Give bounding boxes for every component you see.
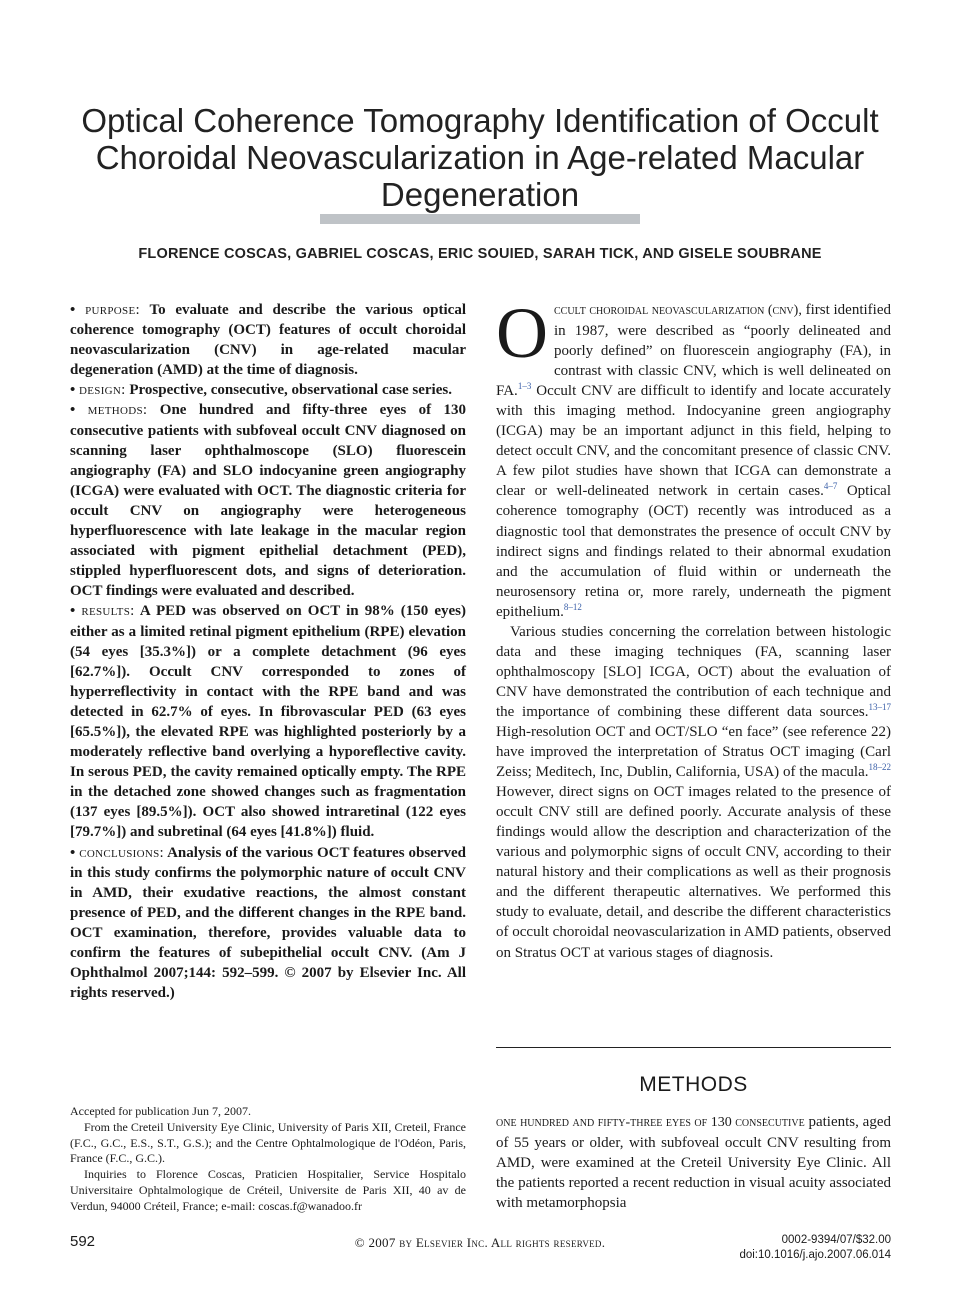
intro-paragraph-1: Occult choroidal neovascularization (cnv), first identified in 1987, were described as “poorly delineated and poorly defined” on fluorescein angiography (FA), in contrast with classic CNV, which is well delineated on FA.$^{1-3}$ Occult CNV are difficult to identify and locate accurately with this imaging method. Indocyanine green angiography (ICGA) may be an important adjunct in this field, helping to detect occult CNV, and the concomitant presence of classic CNV. A few pilot studies have shown that ICGA can demonstrate a clear or well-delineated network in certain cases.$^{4-7}$ Optical coherence tomography (OCT) recently was introduced as a diagnostic tool that demonstrates the presence of occult CNV by indirect signs and findings related to their abnormal exudation and the accumulation of fluid within or underneath the neurosensory retina or, more rarely, underneath the pigment epithelium.$^{8-12}$ [496, 293, 892, 620]
article-title: Optical Coherence Tomography Identification of Occult Choroidal Neovascularization in Age-related Macular Degeneration [81, 102, 879, 214]
abstract-design: • design: Prospective, consecutive, observational case series. [70, 382, 452, 399]
accepted-date: Accepted for publication Jun 7, 2007. [70, 1104, 251, 1118]
reference-link[interactable]: 18–22 [868, 762, 891, 773]
methods-lead: one hundred and fifty-three eyes of 130 consecutive [496, 1115, 805, 1130]
publication-ids [660, 1233, 891, 1263]
methods-heading: METHODS [639, 1073, 748, 1096]
section-divider [496, 1047, 891, 1048]
results-label: results: [81, 603, 135, 620]
citation: (Am J Ophthalmol 2007;144: 592–599. © 2007 by Elsevier Inc. All rights reserved.) [70, 945, 467, 1002]
abstract-purpose: • purpose: To evaluate and describe the various optical coherence tomography (OCT) features of occult choroidal neovascularization (CNV) in age-related macular degeneration (AMD) at the time of diagnosis. [70, 302, 466, 379]
reference-link[interactable]: 4–7 [823, 481, 838, 492]
purpose-label: purpose: [85, 302, 140, 318]
abstract [70, 300, 466, 1003]
introduction [496, 293, 892, 963]
methods-label: methods: [87, 402, 148, 419]
article-footnote [70, 1104, 466, 1215]
design-label: design: [79, 382, 126, 399]
reference-link[interactable]: 13–17 [868, 701, 891, 712]
issn: 0002-9394/07/$32.00 [781, 1234, 891, 1246]
correspondence: Inquiries to Florence Coscas, Praticien Hospitalier, Service Hospitalo Universitaire Ophtalmologique de Créteil, Universite de Paris XII, 40 av de Verdun, 94000 Créteil, France; e-mail: coscas.f@wanadoo.fr [70, 1167, 466, 1213]
intro-lead: ccult choroidal neovascularization (cnv), [554, 303, 802, 318]
page-number: 592 [70, 1233, 96, 1250]
copyright-line: © 2007 by Elsevier Inc. All rights reserved. [354, 1235, 606, 1250]
abstract-methods: • methods: One hundred and fifty-three eyes of 130 consecutive patients with subfoveal occult CNV diagnosed on scanning laser ophthalmoscope (SLO) fluorescein angiography (FA) and SLO indocyanine green angiography (ICGA) were evaluated with OCT. The diagnostic criteria for occult CNV on angiography were heterogeneous hyperfluorescence with late leakage in the macular region associated with pigment epithelial detachment (PED), stippled hyperfluorescent dots, and signs of deterioration. OCT findings were evaluated and described. [70, 402, 467, 600]
title-divider [320, 214, 640, 224]
affiliation: From the Creteil University Eye Clinic, University of Paris XII, Creteil, France (F.C., G.C., E.S., S.T., G.S.); and the Centre Ophtalmologique de l'Odéon, Paris, France (F.C., G.C.). [70, 1119, 466, 1166]
methods-body: one hundred and fifty-three eyes of 130 consecutive patients, aged of 55 years or older, with subfoveal occult CNV resulting from AMD, were examined at the Creteil University Eye Clinic. All the patients reported a recent reduction in visual acuity associated with metamorphopsia [496, 1114, 891, 1212]
abstract-conclusions: • conclusions: Analysis of the various OCT features observed in this study confirms the polymorphic nature of occult CNV in AMD, their exudative reactions, the almost constant presence of PED, and the different changes in the RPE band. OCT examination, therefore, provides valuable data to confirm the features of subepithelial occult CNV. (Am J Ophthalmol 2007;144: 592–599. © 2007 by Elsevier Inc. All rights reserved.) [70, 844, 467, 1002]
reference-link[interactable]: 8–12 [563, 601, 582, 612]
author-list: FLORENCE COSCAS, GABRIEL COSCAS, ERIC SOUIED, SARAH TICK, AND GISELE SOUBRANE [138, 246, 822, 262]
doi-link[interactable]: doi:10.1016/j.ajo.2007.06.014 [739, 1249, 891, 1261]
reference-link[interactable]: 1–3 [517, 381, 532, 392]
conclusions-label: conclusions: [79, 844, 164, 861]
drop-cap: O [496, 293, 548, 373]
abstract-results: • results: A PED was observed on OCT in 98% (150 eyes) either as a limited retinal pigment epithelium (RPE) elevation (54 eyes [35.3%]) or a complete detachment (96 eyes [62.7%]). Occult CNV corresponded to zones of hyperreflectivity in contact with the RPE band and was detected in 62.7% of eyes. In fibrovascular PED (63 eyes [65.5%]), the elevated RPE was highlighted posteriorly by a moderately reflective band overlying a hyporeflective cavity. In serous PED, the cavity remained optically empty. The RPE in the detached zone showed changes such as fragmentation (137 eyes [89.5%]). OCT also showed intraretinal (122 eyes [79.7%]) and subretinal (64 eyes [41.8%]) fluid. [70, 603, 466, 841]
intro-paragraph-2: Various studies concerning the correlation between histologic data and these imaging techniques (FA, scanning laser ophthalmoscopy [SLO] ICGA, OCT) about the evaluation of CNV have demonstrated the contribution of each technique and the importance of combining these different data sources.$^{13-17}$ High-resolution OCT and OCT/SLO “en face” (see reference 22) have improved the interpretation of Stratus OCT imaging (Carl Zeiss; Meditech, Inc, Dublin, California, USA) of the macula.$^{18-22}$ However, direct signs on OCT images related to the presence of occult CNV still are defined poorly. Accurate analysis of these findings would allow the description and characterization of the various and polymorphic signs of occult CNV, according to their natural history and their complications as well as their prognosis and the different therapeutic alternatives. We performed this study to evaluate, detail, and describe the different characteristics of occult choroidal neovascularization in AMD patients, observed on Stratus OCT at various stages of diagnosis. [496, 623, 891, 961]
